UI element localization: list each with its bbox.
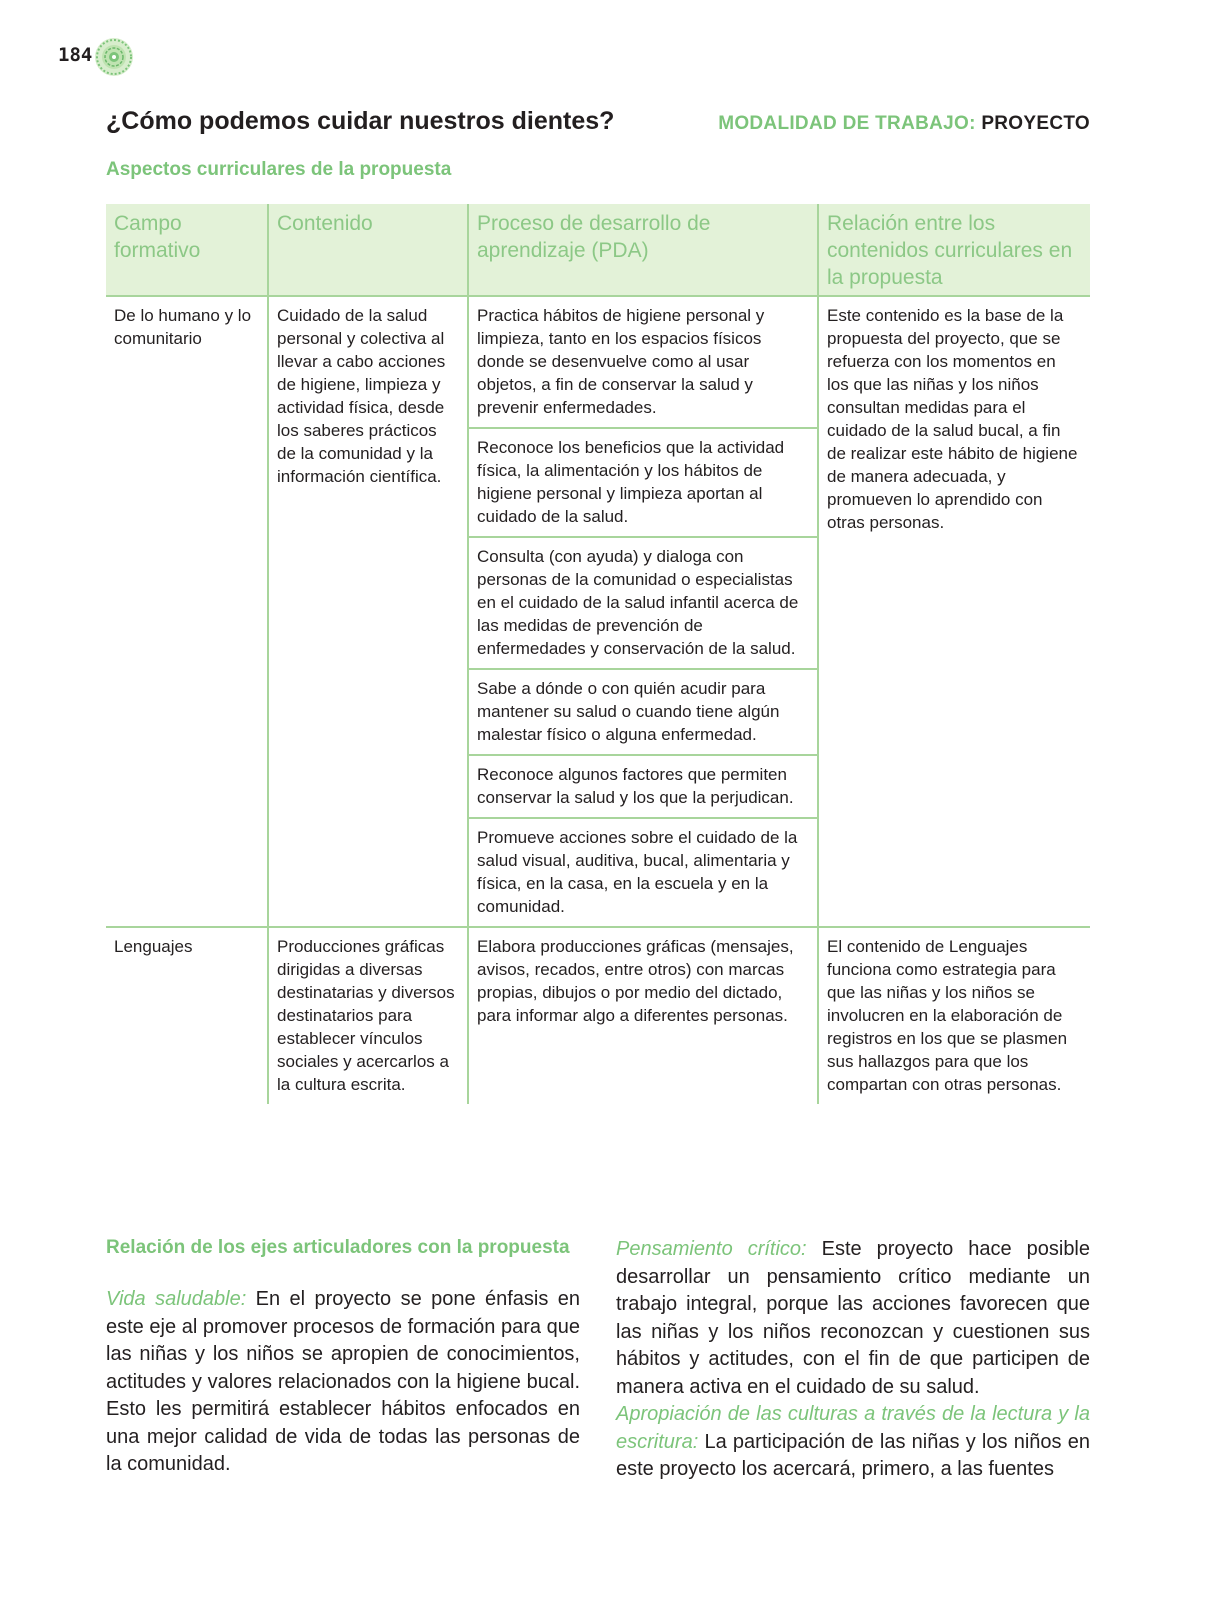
modality-label: MODALIDAD DE TRABAJO:	[718, 113, 976, 134]
axes-column-left	[106, 1236, 580, 1484]
axes-heading: Relación de los ejes articuladores con la propuesta	[106, 1237, 570, 1258]
axis-label: Pensamiento crítico:	[616, 1238, 807, 1260]
axis-label: Vida saludable:	[106, 1288, 247, 1310]
page-title: ¿Cómo podemos cuidar nuestros dientes?	[106, 107, 615, 135]
pda-cell: Reconoce algunos factores que permiten conservar la salud y los que la perjudican.	[468, 755, 818, 818]
campo-cell: De lo humano y lo comunitario	[106, 296, 268, 927]
relacion-cell: Este contenido es la base de la propuesta del proyecto, que se refuerza con los momentos en los que las niñas y los niños consultan medidas para el cuidado de la salud bucal, a fin de realizar este hábito de higiene de manera adecuada, y promueven lo aprendido con otras personas.	[818, 296, 1090, 927]
axis-label: Apropiación de las culturas a través de la lectura y la escritura:	[616, 1403, 1090, 1453]
contenido-cell: Cuidado de la salud personal y colectiva al llevar a cabo acciones de higiene, limpieza y actividad física, desde los saberes prácticos de la comunidad y la información científica.	[268, 296, 468, 927]
axes-section	[106, 1236, 1090, 1484]
page-number: 184	[58, 44, 93, 66]
axis-text: La participación de las niñas y los niños en este proyecto los acercará, primero, a las fuentes	[616, 1430, 1090, 1480]
axis-paragraph-vida-saludable	[106, 1286, 580, 1479]
axes-column-right	[616, 1236, 1090, 1484]
column-header: Proceso de desarrollo de aprendizaje (PDA)	[468, 204, 818, 296]
relacion-cell: El contenido de Lenguajes funciona como estrategia para que las niñas y los niños se involucren en la elaboración de registros en los que se plasmen sus hallazgos para que los compartan con otras personas.	[818, 927, 1090, 1104]
axis-text: En el proyecto se pone énfasis en este eje al promover procesos de formación para que las niñas y los niños se apropien de conocimientos, actitudes y valores relacionados con la higiene bucal. Esto les permitirá establecer hábitos enfocados en una mejor calidad de vida de todas las personas de la comunidad.	[106, 1288, 580, 1475]
axis-text: Este proyecto hace posible desarrollar un pensamiento crítico mediante un trabajo integral, porque las acciones favorecen que las niñas y los niños reconozcan y cuestionen sus hábitos y actitudes, con el fin de que participen de manera activa en el cuidado de su salud.	[616, 1238, 1091, 1398]
axis-paragraph-apropiacion	[616, 1401, 1090, 1484]
column-header: Campo formativo	[106, 204, 268, 296]
curricular-heading: Aspectos curriculares de la propuesta	[106, 159, 452, 180]
pda-cell: Promueve acciones sobre el cuidado de la salud visual, auditiva, bucal, alimentaria y física, en la casa, en la escuela y en la comunidad.	[468, 818, 818, 927]
green-rosette-icon	[94, 37, 134, 77]
table-header-row	[106, 204, 1090, 296]
pda-cell: Elabora producciones gráficas (mensajes, avisos, recados, entre otros) con marcas propias, dibujos o por medio del dictado, para informar algo a diferentes personas.	[468, 927, 818, 1104]
pda-cell: Consulta (con ayuda) y dialoga con personas de la comunidad o especialistas en el cuidado de la salud infantil acerca de las medidas de prevención de enfermedades y conservación de la salud.	[468, 537, 818, 669]
modality-value: PROYECTO	[981, 113, 1090, 134]
curricular-table	[106, 204, 1090, 1104]
axis-paragraph-pensamiento-critico	[616, 1236, 1090, 1401]
pda-cell: Reconoce los beneficios que la actividad física, la alimentación y los hábitos de higiene personal y limpieza aportan al cuidado de la salud.	[468, 428, 818, 537]
contenido-cell: Producciones gráficas dirigidas a diversas destinatarias y diversos destinatarios para establecer vínculos sociales y acercarlos a la cultura escrita.	[268, 927, 468, 1104]
table-row	[106, 927, 1090, 1104]
work-modality	[718, 113, 1090, 135]
pda-cell: Sabe a dónde o con quién acudir para mantener su salud o cuando tiene algún malestar físico o alguna enfermedad.	[468, 669, 818, 755]
pda-cell: Practica hábitos de higiene personal y limpieza, tanto en los espacios físicos donde se desenvuelve como al usar objetos, a fin de conservar la salud y prevenir enfermedades.	[468, 296, 818, 428]
column-header: Contenido	[268, 204, 468, 296]
column-header: Relación entre los contenidos curriculares en la propuesta	[818, 204, 1090, 296]
campo-cell: Lenguajes	[106, 927, 268, 1104]
table-row	[106, 296, 1090, 428]
